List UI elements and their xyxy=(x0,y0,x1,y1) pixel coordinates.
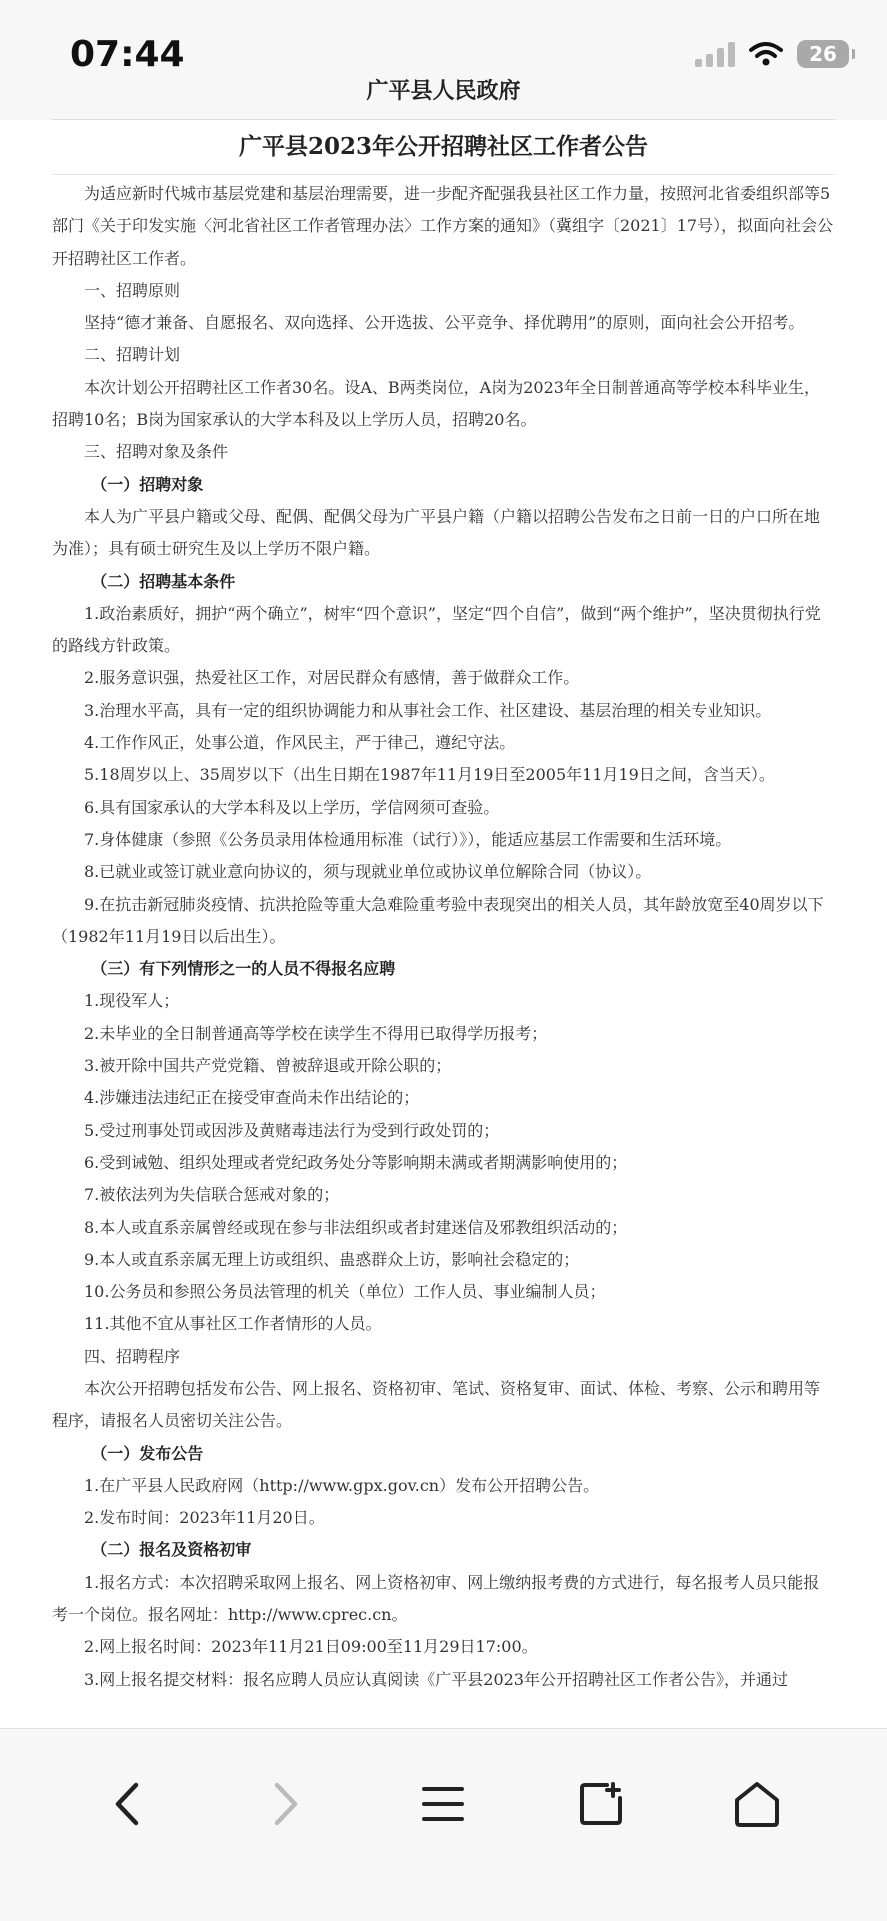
section-subheading: （一）发布公告 xyxy=(91,1443,204,1463)
status-icons xyxy=(695,40,849,68)
section-subheading: （二）报名及资格初审 xyxy=(91,1540,252,1560)
paragraph: 1.报名方式：本次招聘采取网上报名、网上资格初审、网上缴纳报考费的方式进行，每名报考人员只能报考一个岗位。报名网址：http://www.cprec.cn。 xyxy=(52,1572,820,1625)
paragraph: 10.公务员和参照公务员法管理的机关（单位）工作人员、事业编制人员； xyxy=(84,1282,606,1302)
site-title: 广平县人民政府 xyxy=(366,78,521,104)
paragraph: 6.具有国家承认的大学本科及以上学历，学信网须可查验。 xyxy=(84,797,500,817)
status-bar xyxy=(0,0,887,120)
paragraph: 5.受过刑事处罚或因涉及黄赌毒违法行为受到行政处罚的； xyxy=(84,1120,500,1140)
header-divider xyxy=(52,119,835,120)
back-icon xyxy=(108,1779,148,1829)
tabs-icon xyxy=(577,1780,625,1828)
paragraph: 一、招聘原则 xyxy=(84,280,181,300)
paragraph: 本次公开招聘包括发布公告、网上报名、资格初审、笔试、资格复审、面试、体检、考察、公示和聘用等程序，请报名人员密切关注公告。 xyxy=(52,1378,821,1431)
paragraph: 1.政治素质好，拥护“两个确立”，树牢“四个意识”，坚定“四个自信”，做到“两个维护”，坚决贯彻执行党的路线方针政策。 xyxy=(52,603,821,656)
page-title: 广平县2023年公开招聘社区工作者公告 xyxy=(238,133,648,160)
back-button[interactable] xyxy=(93,1769,163,1839)
paragraph: 8.本人或直系亲属曾经或现在参与非法组织或者封建迷信及邪教组织活动的； xyxy=(84,1217,628,1237)
forward-icon xyxy=(265,1779,305,1829)
paragraph: 坚持“德才兼备、自愿报名、双向选择、公开选拔、公平竞争、择优聘用”的原则，面向社会公开招考。 xyxy=(84,313,805,333)
battery-icon: 26 xyxy=(797,40,849,68)
section-subheading: （三）有下列情形之一的人员不得报名应聘 xyxy=(91,959,396,979)
paragraph: 9.在抗击新冠肺炎疫情、抗洪抢险等重大急难险重考验中表现突出的相关人员，其年龄放宽至40周岁以下（1982年11月19日以后出生）。 xyxy=(52,894,824,946)
paragraph: 11.其他不宜从事社区工作者情形的人员。 xyxy=(84,1314,382,1334)
forward-button[interactable] xyxy=(250,1769,320,1839)
paragraph: 2.未毕业的全日制普通高等学校在读学生不得用已取得学历报考； xyxy=(84,1023,548,1043)
paragraph: 3.网上报名提交材料：报名应聘人员应认真阅读《广平县2023年公开招聘社区工作者公告》，并通过 xyxy=(84,1669,788,1689)
status-time: 07:44 xyxy=(70,34,185,75)
signal-icon xyxy=(695,41,735,67)
menu-icon xyxy=(420,1784,466,1824)
tabs-button[interactable] xyxy=(566,1769,636,1839)
paragraph: 4.工作作风正，处事公道，作风民主，严于律己，遵纪守法。 xyxy=(84,733,516,753)
paragraph: 7.身体健康（参照《公务员录用体检通用标准（试行）》），能适应基层工作需要和生活环境。 xyxy=(84,829,732,849)
home-button[interactable] xyxy=(722,1769,792,1839)
paragraph: 三、招聘对象及条件 xyxy=(84,442,229,462)
paragraph: 2.网上报名时间：2023年11月21日09:00至11月29日17:00。 xyxy=(84,1637,538,1657)
paragraph: 1.现役军人； xyxy=(84,991,180,1011)
paragraph: 本人为广平县户籍或父母、配偶、配偶父母为广平县户籍（户籍以招聘公告发布之日前一日的户口所在地为准）；具有硕士研究生及以上学历不限户籍。 xyxy=(52,506,821,559)
paragraph: 2.服务意识强，热爱社区工作，对居民群众有感情，善于做群众工作。 xyxy=(84,668,580,688)
section-subheading: （一）招聘对象 xyxy=(91,474,204,494)
paragraph: 为适应新时代城市基层党建和基层治理需要，进一步配齐配强我县社区工作力量，按照河北省委组织部等5部门《关于印发实施〈河北省社区工作者管理办法〉工作方案的通知》（冀组字〔2021〕17号），拟面向社会公开招聘社区工作者。 xyxy=(52,184,834,268)
paragraph: 7.被依法列为失信联合惩戒对象的； xyxy=(84,1185,340,1205)
paragraph: 3.被开除中国共产党党籍、曾被辞退或开除公职的； xyxy=(84,1056,452,1076)
paragraph: 二、招聘计划 xyxy=(84,345,181,365)
paragraph: 4.涉嫌违法违纪正在接受审查尚未作出结论的； xyxy=(84,1088,420,1108)
paragraph: 2.发布时间：2023年11月20日。 xyxy=(84,1508,325,1528)
browser-toolbar xyxy=(0,1728,887,1921)
paragraph: 5.18周岁以上、35周岁以下（出生日期在1987年11月19日至2005年11月19日之间，含当天）。 xyxy=(84,765,775,785)
section-subheading: （二）招聘基本条件 xyxy=(91,571,236,591)
paragraph: 1.在广平县人民政府网（http://www.gpx.gov.cn）发布公开招聘公告。 xyxy=(84,1475,600,1495)
wifi-icon xyxy=(749,41,783,67)
paragraph: 四、招聘程序 xyxy=(84,1346,181,1366)
paragraph: 8.已就业或签订就业意向协议的，须与现就业单位或协议单位解除合同（协议）。 xyxy=(84,862,652,882)
title-divider xyxy=(52,174,835,175)
paragraph: 3.治理水平高，具有一定的组织协调能力和从事社会工作、社区建设、基层治理的相关专业知识。 xyxy=(84,700,772,720)
paragraph: 6.受到诫勉、组织处理或者党纪政务处分等影响期未满或者期满影响使用的； xyxy=(84,1152,628,1172)
paragraph: 本次计划公开招聘社区工作者30名。设A、B两类岗位，A岗为2023年全日制普通高等学校本科毕业生，招聘10名；B岗为国家承认的大学本科及以上学历人员，招聘20名。 xyxy=(52,377,820,430)
menu-button[interactable] xyxy=(408,1769,478,1839)
paragraph: 9.本人或直系亲属无理上访或组织、蛊惑群众上访，影响社会稳定的； xyxy=(84,1249,580,1269)
article-body xyxy=(52,178,835,1728)
home-icon xyxy=(732,1780,782,1828)
